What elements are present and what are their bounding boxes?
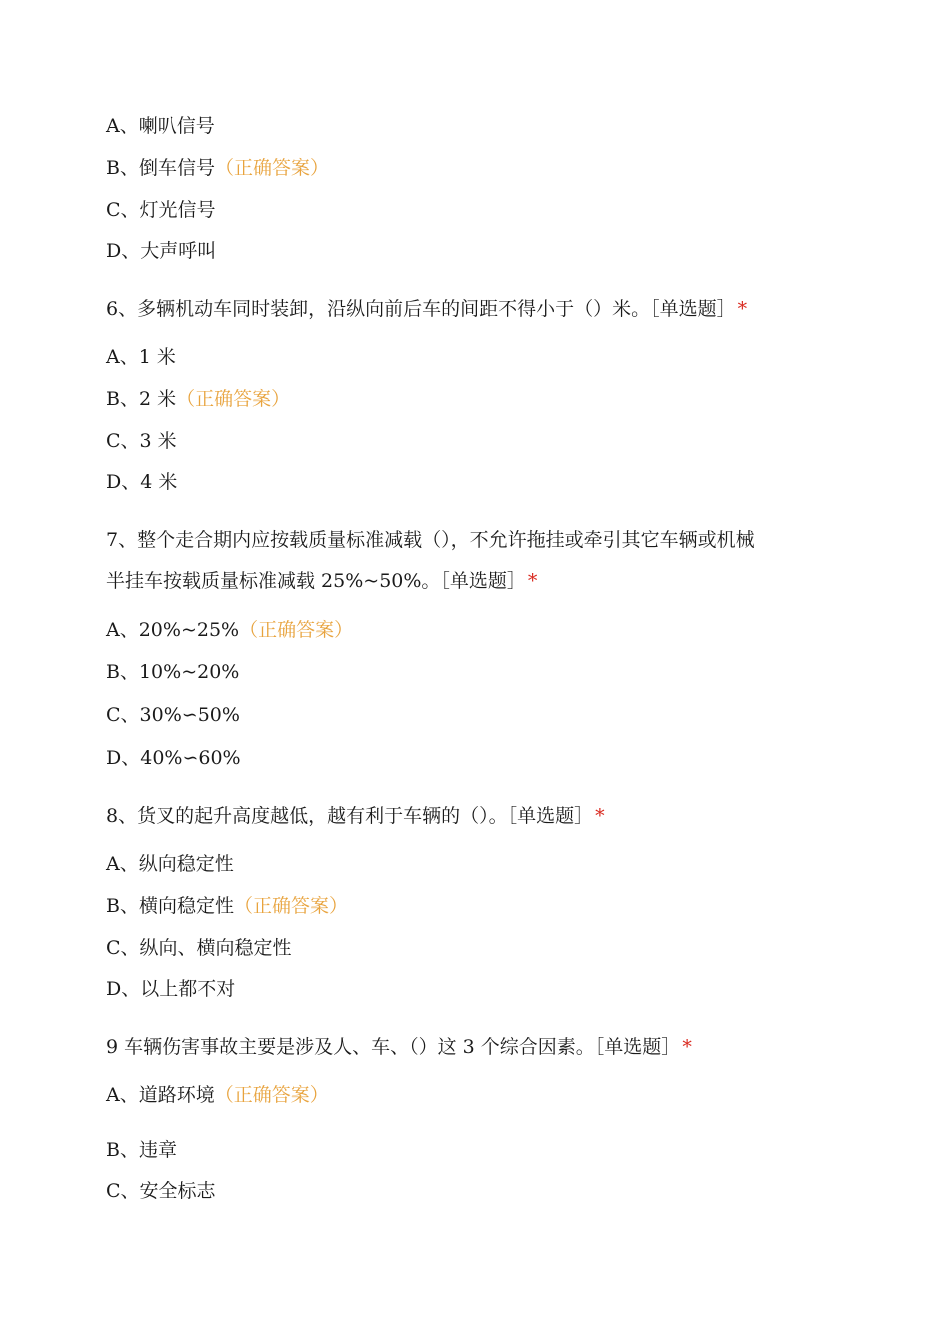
required-asterisk: * (682, 1036, 692, 1058)
option-b (106, 154, 329, 182)
option-a (106, 1081, 329, 1109)
option-text: B、横向稳定性 (106, 895, 234, 917)
option-a (106, 616, 353, 644)
required-asterisk: * (737, 298, 748, 320)
option-text: B、违章 (106, 1139, 177, 1161)
option-b (106, 385, 290, 413)
option-c (106, 701, 240, 729)
option-text: A、纵向稳定性 (106, 853, 234, 875)
question-8 (106, 802, 605, 830)
correct-answer-mark: （正确答案） (233, 895, 348, 917)
question-text: 7、整个走合期内应按载质量标准减载（），不允许拖挂或牵引其它车辆或机械 (106, 529, 755, 551)
option-a (106, 850, 234, 878)
option-a (106, 112, 215, 140)
correct-answer-mark: （正确答案） (214, 157, 329, 179)
option-text: B、2 米 (106, 388, 177, 410)
option-b (106, 1136, 177, 1164)
correct-answer-mark: （正确答案） (214, 1084, 329, 1106)
option-b (106, 658, 239, 686)
option-c (106, 196, 216, 224)
question-text: 半挂车按载质量标准减载 25%~50%。［单选题］ (106, 570, 526, 592)
question-7-line-1 (106, 526, 755, 554)
option-c (106, 1177, 216, 1205)
option-text: D、4 米 (106, 471, 178, 493)
option-d (106, 468, 177, 496)
question-text: 8、货叉的起升高度越低，越有利于车辆的（）。［单选题］ (106, 805, 594, 827)
option-text: C、安全标志 (106, 1180, 216, 1202)
option-text: D、以上都不对 (106, 978, 236, 1000)
option-text: A、道路环境 (106, 1084, 215, 1106)
question-9 (106, 1033, 692, 1061)
option-text: A、20%~25% (106, 619, 240, 641)
required-asterisk: * (595, 805, 605, 827)
question-6 (106, 295, 747, 323)
option-d (106, 975, 235, 1003)
option-text: D、40%∽60% (106, 747, 241, 769)
option-d (106, 237, 216, 265)
option-b (106, 892, 348, 920)
option-text: C、30%∽50% (106, 704, 240, 726)
question-text: 6、多辆机动车同时装卸，沿纵向前后车的间距不得小于（）米。［单选题］ (106, 298, 736, 320)
question-7-line-2 (106, 567, 537, 595)
option-text: C、灯光信号 (106, 199, 216, 221)
option-d (106, 744, 241, 772)
option-text: A、喇叭信号 (106, 115, 215, 137)
correct-answer-mark: （正确答案） (176, 388, 291, 410)
correct-answer-mark: （正确答案） (239, 619, 354, 641)
option-text: C、纵向、横向稳定性 (106, 937, 292, 959)
required-asterisk: * (527, 570, 538, 592)
option-text: A、1 米 (106, 346, 176, 368)
option-text: C、3 米 (106, 430, 177, 452)
option-text: D、大声呼叫 (106, 240, 217, 262)
option-c (106, 934, 292, 962)
option-text: B、10%~20% (106, 661, 240, 683)
question-text: 9 车辆伤害事故主要是涉及人、车、（）这 3 个综合因素。［单选题］ (106, 1036, 681, 1058)
option-c (106, 427, 177, 455)
option-a (106, 343, 176, 371)
option-text: B、倒车信号 (106, 157, 215, 179)
